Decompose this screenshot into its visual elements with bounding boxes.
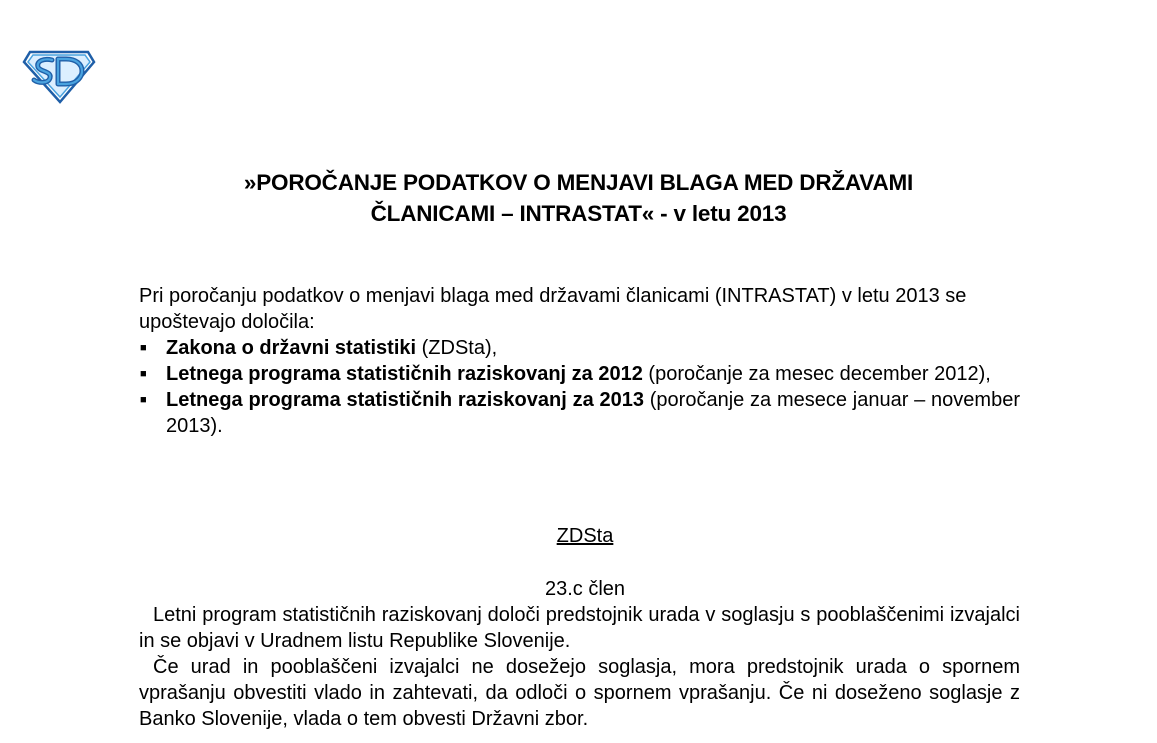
document-title-line-1: »POROČANJE PODATKOV O MENJAVI BLAGA MED DRŽAVAMI <box>243 170 914 195</box>
list-item <box>139 361 1020 387</box>
list-item-bold: Zakona o državni statistiki <box>166 337 417 359</box>
section-heading: ZDSta <box>556 525 614 547</box>
list-item-bold: Letnega programa statističnih raziskovanj za 2013 <box>166 389 644 411</box>
sd-shield-logo-icon <box>22 48 96 104</box>
article-number: 23.c člen <box>544 578 626 600</box>
list-item <box>139 335 1020 361</box>
article-paragraph: Če urad in pooblaščeni izvajalci ne dosežejo soglasja, mora predstojnik urada o spornem vprašanju obvestiti vlado in zahtevati, da odloči o spornem vprašanju. Če ni doseženo soglasje z Banko Slovenije, vlada o tem obvesti Državni zbor. <box>139 656 1020 730</box>
intro-paragraph: Pri poročanju podatkov o menjavi blaga med državami članicami (INTRASTAT) v letu 2013 se upoštevajo določila: <box>139 285 967 333</box>
list-item-text: (ZDSta), <box>416 337 498 359</box>
article-paragraph: Letni program statističnih raziskovanj določi predstojnik urada v soglasju s pooblaščenimi izvajalci in se objavi v Uradnem listu Republike Slovenije. <box>139 604 1020 652</box>
list-item-text: (poročanje za mesece januar – november 2013). <box>166 389 1020 437</box>
document-title-line-2: ČLANICAMI – INTRASTAT« - v letu 2013 <box>370 201 787 226</box>
list-item-bold: Letnega programa statističnih raziskovanj za 2012 <box>166 363 643 385</box>
provisions-list <box>139 335 1020 439</box>
intro-section <box>139 283 1020 439</box>
list-item-text: (poročanje za mesec december 2012), <box>642 363 991 385</box>
article-body <box>139 602 1020 732</box>
square-bullet-icon: ■ <box>140 394 147 406</box>
square-bullet-icon: ■ <box>140 368 147 380</box>
document-title <box>0 167 1157 229</box>
list-item <box>139 387 1020 439</box>
square-bullet-icon: ■ <box>140 342 147 354</box>
